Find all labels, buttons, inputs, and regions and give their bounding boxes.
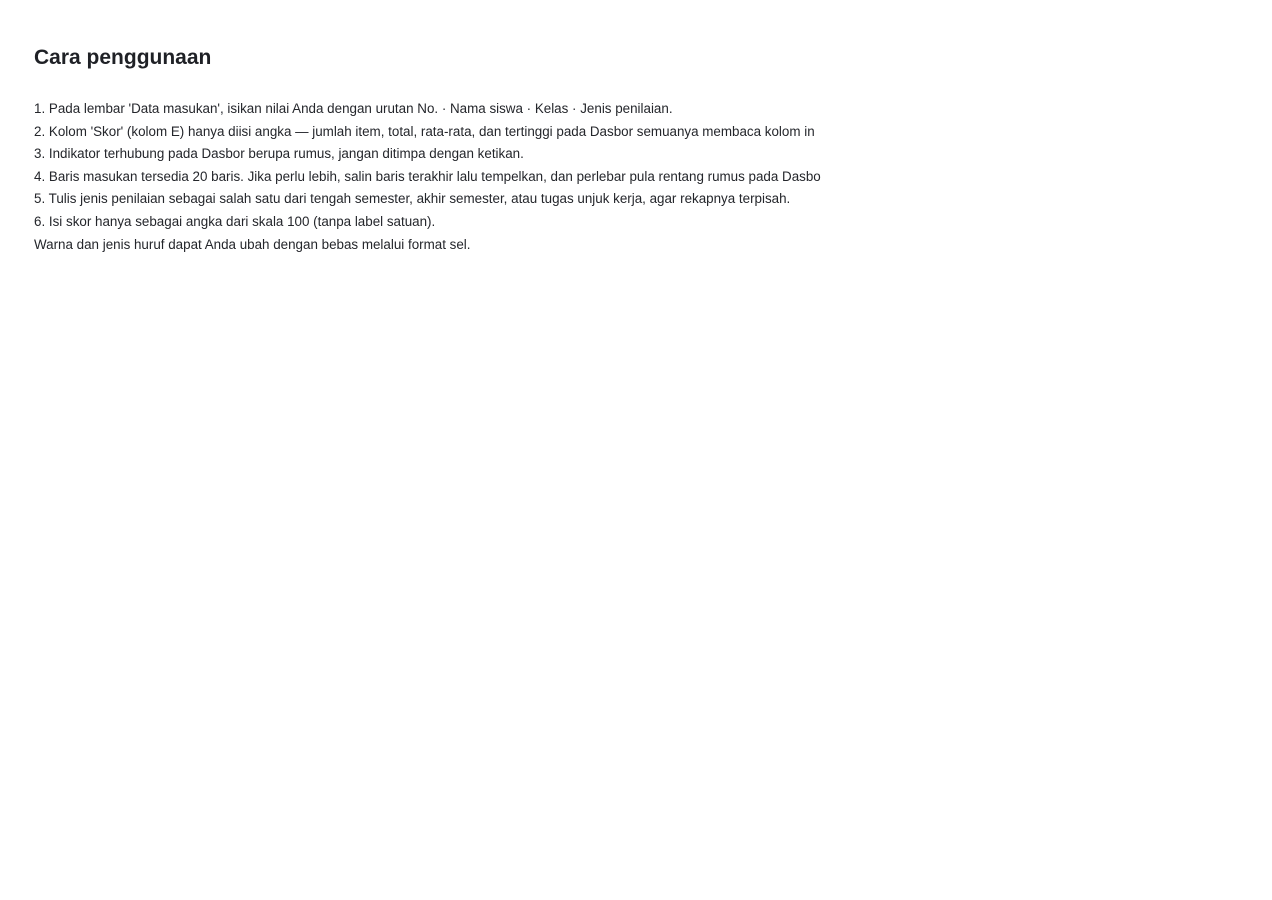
instructions-sheet: [34, 44, 1234, 256]
instruction-line-1: 1. Pada lembar 'Data masukan', isikan nilai Anda dengan urutan No. · Nama siswa · Kelas · Jenis penilaian.: [34, 101, 673, 116]
instruction-line-3: 3. Indikator terhubung pada Dasbor berupa rumus, jangan ditimpa dengan ketikan.: [34, 146, 524, 162]
instruction-line-4: 4. Baris masukan tersedia 20 baris. Jika perlu lebih, salin baris terakhir lalu tempelkan, dan perlebar pula rentang rumus pada Dasbo: [34, 168, 821, 184]
instruction-line-5: 5. Tulis jenis penilaian sebagai salah satu dari tengah semester, akhir semester, atau tugas unjuk kerja, agar rekapnya terpisah.: [34, 191, 791, 207]
format-note: Warna dan jenis huruf dapat Anda ubah dengan bebas melalui format sel.: [34, 236, 471, 252]
instructions-list: [34, 98, 838, 256]
instruction-line-6: 6. Isi skor hanya sebagai angka dari skala 100 (tanpa label satuan).: [34, 213, 436, 229]
instruction-line-2: 2. Kolom 'Skor' (kolom E) hanya diisi angka — jumlah item, total, rata-rata, dan tertinggi pada Dasbor semuanya membaca kolom in: [34, 123, 815, 139]
page-title: Cara penggunaan: [34, 46, 212, 69]
